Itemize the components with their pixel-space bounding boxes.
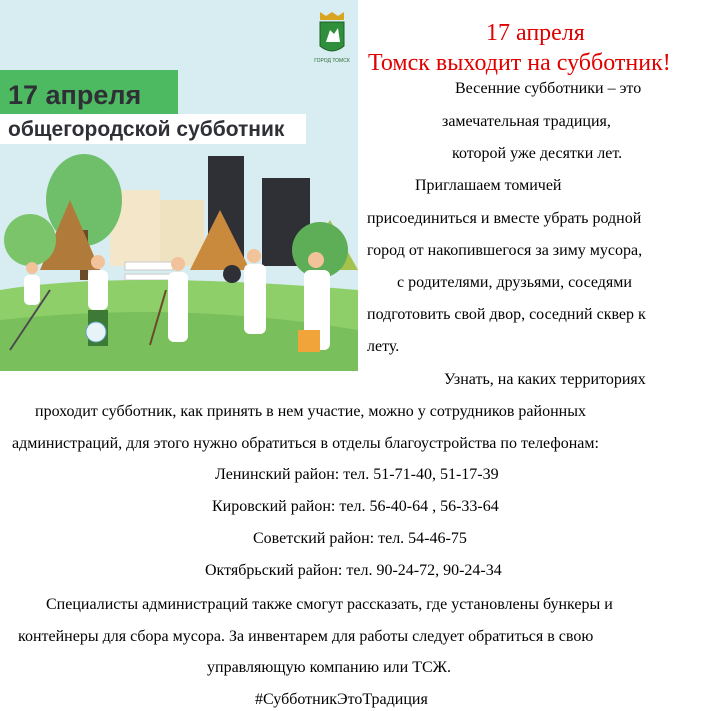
district-phone-line: Октябрьский район: тел. 90-24-72, 90-24-34 xyxy=(205,562,502,579)
svg-text:ГОРОД ТОМСК: ГОРОД ТОМСК xyxy=(314,58,350,64)
hashtag: #СубботникЭтоТрадиция xyxy=(255,691,428,708)
article-title: Томск выходит на субботник! xyxy=(368,50,671,76)
article-line: с родителями, друзьями, соседями xyxy=(397,274,632,291)
article-line: подготовить свой двор, соседний сквер к xyxy=(367,306,646,323)
article-line: Приглашаем томичей xyxy=(415,177,562,194)
article-line: администраций, для этого нужно обратиться в отделы благоустройства по телефонам: xyxy=(12,435,599,452)
article-line: проходит субботник, как принять в нем участие, можно у сотрудников районных xyxy=(35,403,586,420)
article-line: Узнать, на каких территориях xyxy=(444,371,646,388)
article-line: которой уже десятки лет. xyxy=(452,145,623,162)
article-line: присоединиться и вместе убрать родной xyxy=(367,210,642,227)
poster-date: 17 апреля xyxy=(8,80,142,110)
poster-event: общегородской субботник xyxy=(8,118,285,141)
district-phone-line: Кировский район: тел. 56-40-64 , 56-33-64 xyxy=(212,498,499,515)
article-line: город от накопившегося за зиму мусора, xyxy=(367,242,643,259)
poster-image xyxy=(0,0,358,371)
article-line: управляющую компанию или ТСЖ. xyxy=(207,659,451,676)
article-line: замечательная традиция, xyxy=(442,113,611,130)
article-line: контейнеры для сбора мусора. За инвентарем для работы следует обратиться в свою xyxy=(18,628,594,645)
district-phone-line: Советский район: тел. 54-46-75 xyxy=(253,530,467,547)
article-line: Весенние субботники – это xyxy=(455,80,642,97)
article-line: лету. xyxy=(367,338,400,355)
district-phone-line: Ленинский район: тел. 51-71-40, 51-17-39 xyxy=(215,466,499,483)
article-line: Специалисты администраций также смогут рассказать, где установлены бункеры и xyxy=(46,596,613,613)
article-title-date: 17 апреля xyxy=(486,20,585,46)
